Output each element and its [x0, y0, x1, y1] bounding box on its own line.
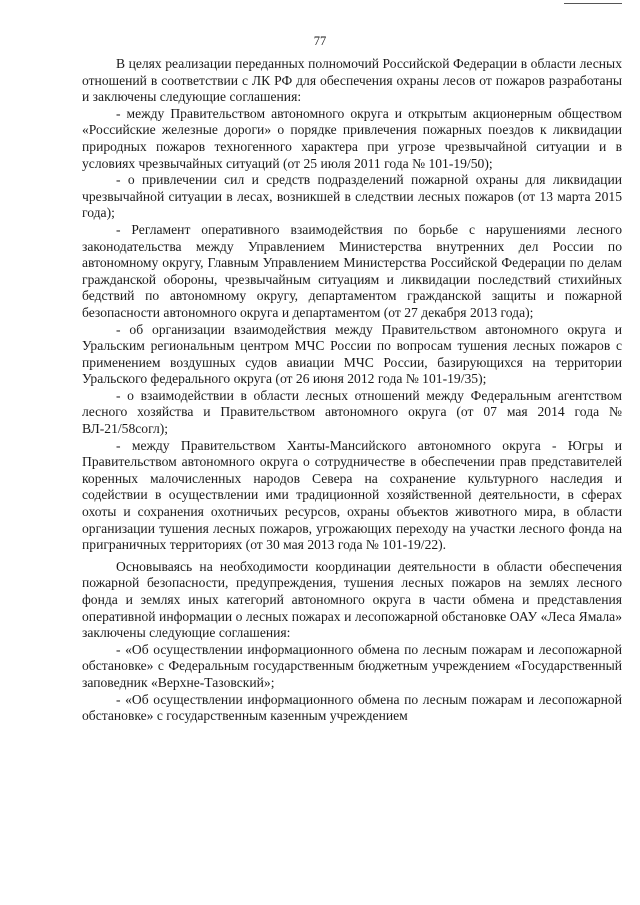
agreement-item: - о привлечении сил и средств подразделений пожарной охраны для ликвидации чрезвычайной ситуации в лесах, возникшей в следствии лесных пожаров (от 13 марта 2015 года);: [82, 172, 622, 221]
agreement-item: - Регламент оперативного взаимодействия по борьбе с нарушениями лесного законодательства между Управлением Министерства внутренних дел России по автономному округу, Главным Управлением Министерства Российской Федерации по делам гражданской обороны, чрезвычайным ситуациям и ликвидации последствий стихийных бедствий по автономному округу, департаментом гражданской защиты и пожарной безопасности автономного округа и департаментом (от 27 декабря 2013 года);: [82, 221, 622, 320]
agreement-item: - между Правительством Ханты-Мансийского автономного округа - Югры и Правительством автономного округа о сотрудничестве в обеспечении прав представителей коренных малочисленных народов Севера на сохранение культурного наследия и содействии в осуществлении ими традиционной хозяйственной деятельности, в сферах охоты и сохранения охотничьих ресурсов, охраны объектов животного мира, в области организации тушения лесных пожаров, угрожающих переходу на участки лесного фонда на приграничных территориях (от 30 мая 2013 года № 101-19/22).: [82, 437, 622, 553]
agreement-item: - «Об осуществлении информационного обмена по лесным пожарам и лесопожарной обстановке» с Федеральным государственным бюджетным учреждением «Государственный заповедник «Верхне-Тазовский»;: [82, 641, 622, 690]
scan-edge-line: [564, 3, 622, 4]
intro-paragraph: В целях реализации переданных полномочий Российской Федерации в области лесных отношений в соответствии с ЛК РФ для обеспечения охраны лесов от пожаров разработаны и заключены следующие соглашения:: [82, 56, 622, 105]
document-body: [82, 56, 622, 725]
agreement-item: - об организации взаимодействия между Правительством автономного округа и Уральским региональным центром МЧС России по вопросам тушения лесных пожаров с применением воздушных судов авиации МЧС России, базирующихся на территории Уральского федерального округа (от 26 июня 2012 года № 101-19/35);: [82, 321, 622, 387]
coordination-paragraph: Основываясь на необходимости координации деятельности в области обеспечения пожарной безопасности, предупреждения, тушения лесных пожаров на землях лесного фонда и землях иных категорий автономного округа в части обмена и представления оперативной информации о лесных пожарах и лесопожарной обстановке ОАУ «Леса Ямала» заключены следующие соглашения:: [82, 558, 622, 641]
page-number: 77: [313, 34, 327, 48]
agreement-item: - о взаимодействии в области лесных отношений между Федеральным агентством лесного хозяйства и Правительством автономного округа (от 07 мая 2014 года № ВЛ-21/58согл);: [82, 387, 622, 437]
agreement-item: - «Об осуществлении информационного обмена по лесным пожарам и лесопожарной обстановке» с государственным казенным учреждением: [82, 691, 622, 724]
agreement-item: - между Правительством автономного округа и открытым акционерным обществом «Российские железные дороги» о порядке привлечения пожарных поездов к ликвидации природных пожаров техногенного характера при угрозе чрезвычайной ситуации и в условиях чрезвычайных ситуаций (от 25 июля 2011 года № 101-19/50);: [82, 105, 622, 171]
